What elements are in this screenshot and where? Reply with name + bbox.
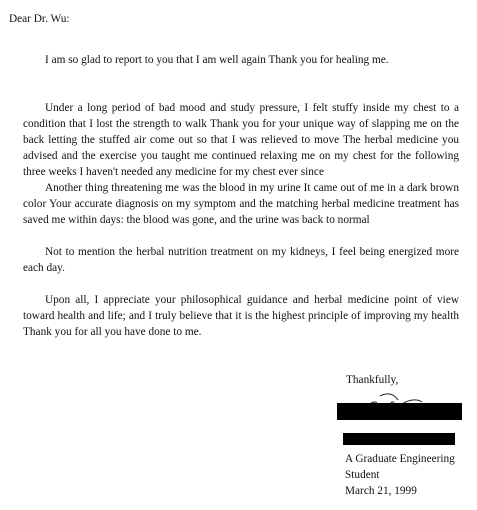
paragraph-gratitude: Upon all, I appreciate your philosophical guidance and herbal medicine point of view toward health and life; and I truly believe that it is the highest principle of improving my health Thank you for all you have done to me. [23, 294, 459, 338]
paragraph-chest-treatment: Under a long period of bad mood and study pressure, I felt stuffy inside my chest to a condition that I lost the strength to walk Thank you for your unique way of slapping me on the back letting the stuffed air come out so that I was relieved to move The herbal medicine you advised and the exercise you taught me continued relaxing me on my chest for the following three weeks I haven't needed any medicine for my chest ever since [23, 102, 459, 178]
redaction-bar-signature [337, 403, 462, 420]
paragraph-recovery: I am so glad to report to you that I am well again Thank you for healing me. [45, 54, 389, 66]
closing: Thankfully, [346, 374, 399, 386]
redaction-bar-name [343, 433, 455, 445]
salutation: Dear Dr. Wu: [9, 13, 70, 25]
signature-block [345, 451, 455, 499]
signature-line-role: Student [345, 469, 380, 481]
paragraph-kidney-treatment: Not to mention the herbal nutrition treatment on my kidneys, I feel being energized more each day. [23, 246, 459, 274]
paragraph-urine-treatment: Another thing threatening me was the blood in my urine It came out of me in a dark brown color Your accurate diagnosis on my symptom and the matching herbal medicine treatment has saved me within days: the blood was gone, and the urine was back to normal [23, 182, 459, 226]
signature-line-title: A Graduate Engineering [345, 453, 455, 465]
signature-line-date: March 21, 1999 [345, 485, 417, 497]
